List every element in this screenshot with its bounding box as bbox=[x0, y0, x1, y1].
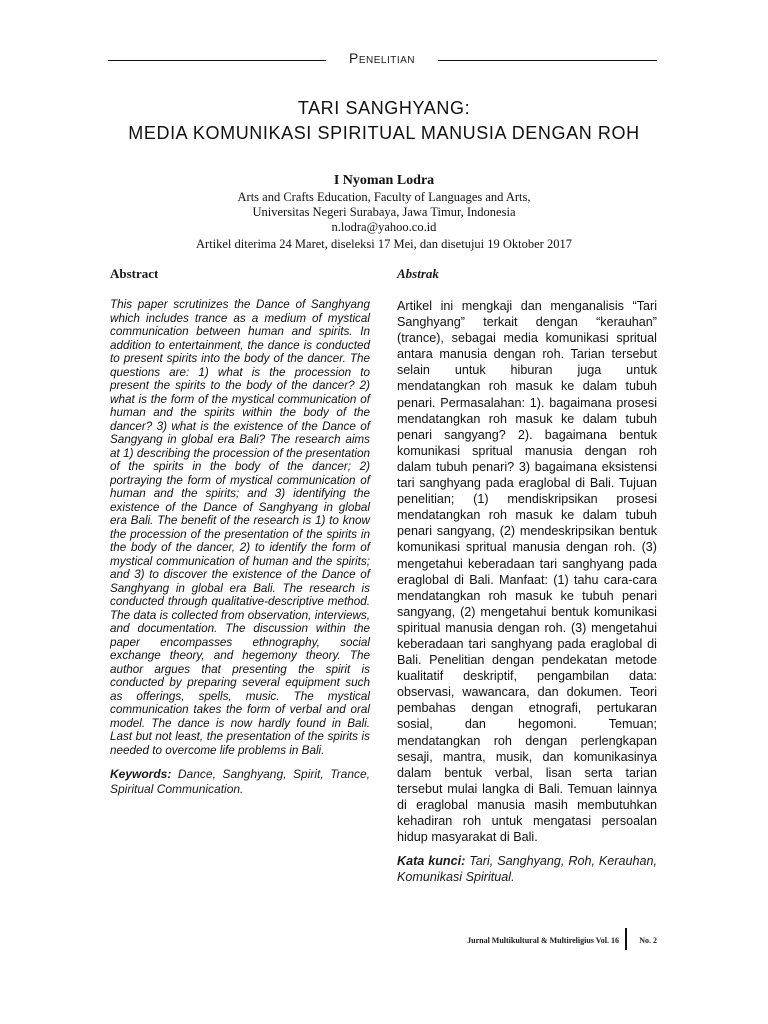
article-title bbox=[60, 96, 708, 146]
header-rule-left bbox=[108, 60, 326, 61]
section-label: Penelitian bbox=[348, 50, 416, 66]
section-header bbox=[108, 48, 657, 72]
author-name: I Nyoman Lodra bbox=[333, 173, 435, 188]
author-block bbox=[100, 172, 668, 252]
author-email[interactable]: n.lodra@yahoo.co.id bbox=[331, 220, 437, 234]
kata-kunci-label: Kata kunci: bbox=[397, 854, 466, 869]
author-affiliation-1: Arts and Crafts Education, Faculty of Languages and Arts, bbox=[237, 190, 531, 204]
title-line-2: MEDIA KOMUNIKASI SPIRITUAL MANUSIA DENGAN ROH bbox=[128, 123, 640, 143]
keywords-label: Keywords: bbox=[110, 767, 172, 781]
footer-divider bbox=[625, 928, 627, 950]
abstrak-heading: Abstrak bbox=[397, 266, 439, 281]
page-footer bbox=[420, 928, 660, 950]
footer-journal: Jurnal Multikultural & Multireligius Vol. 16 bbox=[467, 936, 619, 945]
keywords-list: Dance, Sanghyang, Spirit, Trance, Spiritual Communication. bbox=[110, 767, 370, 796]
abstrak-body: Artikel ini mengkaji dan menganalisis “Tari Sanghyang” terkait dengan “kerauhan” (trance), sebagai media komunikasi spritual antara manusia dengan roh. Tarian tersebut selain untuk hiburan juga untuk mendatangkan roh masuk ke dalam tubuh penari. Permasalahan: 1). bagaimana prosesi mendatangkan roh masuk ke dalam tubuh penari sangyang? 2). bagaimana bentuk komunikasi spritual manusia dengan roh dalam tubuh penari? 3) bagaimana eksistensi tari sanghyang pada eraglobal di Bali. Tujuan penelitian; (1) mendiskripsikan prosesi mendatangkan roh masuk ke dalam tubuh penari sangyang, (2) mendeskripsikan bentuk komunikasi spritual manusia dengan roh. (3) mengetahui keberadaan tari sanghyang pada eraglobal di Bali. Manfaat: (1) tahu cara-cara mendatangkan roh masuk ke tubuh penari sangyang, (2) mengetahui bentuk komunikasi spiritual manusia dengan roh. (3) mengetahui keberadaan tari sanghyang pada eraglobal di Bali. Penelitian dengan pendekatan metode kualitatif deskriptif, pengambilan data: observasi, wawancara, dan dokumen. Teori pembahas dengan etnografi, pertukaran sosial, dan hegomoni. Temuan; mendatangkan roh dengan perlengkapan sesaji, mantra, musik, dan komunikasinya dalam bentuk verbal, lisan serta tarian tersebut mulai langka di Bali. Temuan lainnya di eraglobal manusia masih membutuhkan kehadiran roh untuk mengatasi persoalan hidup masyarakat di Bali. bbox=[397, 299, 657, 845]
footer-issue-number: No. 2 bbox=[639, 936, 657, 945]
title-line-1: TARI SANGHYANG: bbox=[297, 98, 471, 118]
abstract-body: This paper scrutinizes the Dance of Sanghyang which includes trance as a medium of mystical communication between human and spirits. In addition to entertainment, the dance is conducted to present spirits into the body of the dancer. The questions are: 1) what is the procession to present the spirits to the body of the dancer? 2) what is the form of the mystical communication of human and the spirits within the body of the dancer? 3) what is the existence of the Dance of Sangyang in global era Bali? The research aims at 1) describing the procession of the presentation of the spirits in the body of the dancer; 2) portraying the form of mystical communication of human and the spirits; and 3) identifying the existence of the Dance of Sanghyang in global era Bali. The benefit of the research is 1) to know the procession of the presentation of the spirits in the body of the dancer, 2) to identify the form of mystical communication of human and the spirits; and 3) to discover the existence of the Dance of Sanghyang in global era Bali. The research is conducted through qualitative-descriptive method. The data is collected from observation, interviews, and documentation. The discussion within the paper encompasses ethnography, social exchange theory, and hegemony theory. The author argues that presenting the spirit is conducted by preparing several equipment such as offerings, spells, music. The mystical communication takes the form of verbal and oral model. The dance is now hardly found in Bali. Last but not least, the presentation of the spirits is needed to overcome life problems in Bali. bbox=[110, 298, 370, 757]
abstract-heading: Abstract bbox=[110, 266, 159, 281]
kata-kunci bbox=[397, 853, 657, 885]
header-rule-right bbox=[438, 60, 657, 61]
author-affiliation-2: Universitas Negeri Surabaya, Jawa Timur, Indonesia bbox=[252, 205, 516, 219]
abstract-indonesian bbox=[397, 266, 657, 885]
kata-kunci-list: Tari, Sanghyang, Roh, Kerauhan, Komunikasi Spiritual. bbox=[397, 854, 657, 885]
article-received-dates: Artikel diterima 24 Maret, diseleksi 17 Mei, dan disetujui 19 Oktober 2017 bbox=[196, 237, 572, 251]
keywords bbox=[110, 767, 370, 797]
abstract-english bbox=[110, 266, 370, 797]
